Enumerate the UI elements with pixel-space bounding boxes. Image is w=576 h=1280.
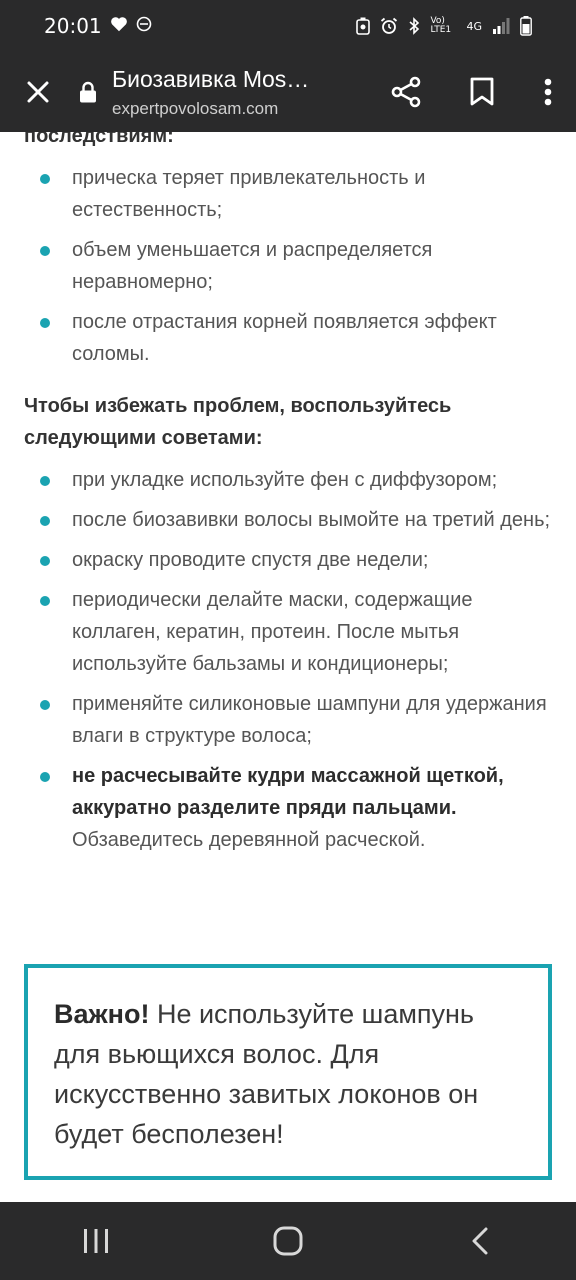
bookmark-button[interactable] (444, 52, 520, 132)
list-item-bold-text: не расчесывайте кудри массажной щеткой, аккуратно разделите пряди пальцами. (72, 765, 504, 819)
list-item (24, 162, 554, 226)
list-item-text: объем уменьшается и распределяется неравномерно; (72, 239, 433, 293)
dnd-icon (136, 16, 152, 36)
list-item (24, 544, 554, 576)
list-item (24, 464, 554, 496)
status-left (44, 14, 152, 38)
bullet-icon (40, 596, 50, 606)
bullet-icon (40, 246, 50, 256)
list-item-text: после отрастания корней появляется эффект соломы. (72, 311, 497, 365)
custom-tab-toolbar (0, 52, 576, 132)
more-vert-icon (544, 78, 552, 106)
bullet-icon (40, 556, 50, 566)
back-icon (471, 1227, 489, 1255)
article-body (24, 132, 554, 864)
battery-icon (520, 16, 532, 36)
tips-heading: Чтобы избежать проблем, воспользуйтесь следующими советами: (24, 395, 452, 449)
close-button[interactable] (0, 52, 76, 132)
status-right (356, 16, 532, 36)
volte-label: Vo) LTE1 (430, 16, 452, 35)
heart-icon (110, 16, 128, 36)
bullet-icon (40, 318, 50, 328)
signal-icon (492, 18, 510, 34)
tips-list (24, 464, 554, 856)
lead-heading: последствиям: (24, 132, 174, 147)
share-button[interactable] (368, 52, 444, 132)
bullet-icon (40, 174, 50, 184)
list-item-text: после биозавивки волосы вымойте на третий день; (72, 509, 551, 531)
list-item-text: Обзаведитесь деревянной расческой. (72, 829, 426, 851)
bookmark-icon (469, 77, 495, 107)
web-content[interactable] (0, 132, 576, 1202)
system-navigation-bar (0, 1202, 576, 1280)
list-item-text: прическа теряет привлекательность и естественность; (72, 167, 426, 221)
bullet-icon (40, 516, 50, 526)
recents-button[interactable] (56, 1202, 136, 1280)
list-item (24, 584, 554, 680)
important-notice-box (24, 964, 552, 1180)
status-time: 20:01 (44, 14, 102, 38)
recents-icon (82, 1228, 110, 1254)
bluetooth-icon (408, 17, 420, 35)
bullet-icon (40, 772, 50, 782)
bullet-icon (40, 476, 50, 486)
list-item-text: при укладке используйте фен с диффузором; (72, 469, 498, 491)
battery-saver-icon (356, 17, 370, 35)
more-options-button[interactable] (520, 52, 576, 132)
list-item-text: окраску проводите спустя две недели; (72, 549, 429, 571)
alarm-icon (380, 17, 398, 35)
list-item-text: периодически делайте маски, содержащие коллаген, кератин, протеин. После мытья используйте бальзамы и кондиционеры; (72, 589, 473, 675)
home-icon (273, 1226, 303, 1256)
page-url: expertpovolosam.com (112, 98, 279, 118)
page-title: Биозавивка Mos… (112, 65, 310, 92)
list-item (24, 306, 554, 370)
page-title-block[interactable] (112, 66, 368, 119)
network-label: 4G (466, 19, 482, 33)
notice-text: Не используйте шампунь для вьющихся волос. Для искусственно завитых локонов он будет бесполезен! (54, 999, 479, 1149)
list-item (24, 234, 554, 298)
lock-icon (76, 52, 100, 132)
close-icon (26, 80, 50, 104)
list-item-text: применяйте силиконовые шампуни для удержания влаги в структуре волоса; (72, 693, 547, 747)
bullet-icon (40, 700, 50, 710)
list-item (24, 688, 554, 752)
notice-label: Важно! (54, 999, 150, 1029)
status-bar (0, 0, 576, 52)
list-item (24, 504, 554, 536)
consequences-list (24, 162, 554, 370)
home-button[interactable] (248, 1202, 328, 1280)
list-item (24, 760, 554, 856)
back-button[interactable] (440, 1202, 520, 1280)
share-icon (390, 76, 422, 108)
